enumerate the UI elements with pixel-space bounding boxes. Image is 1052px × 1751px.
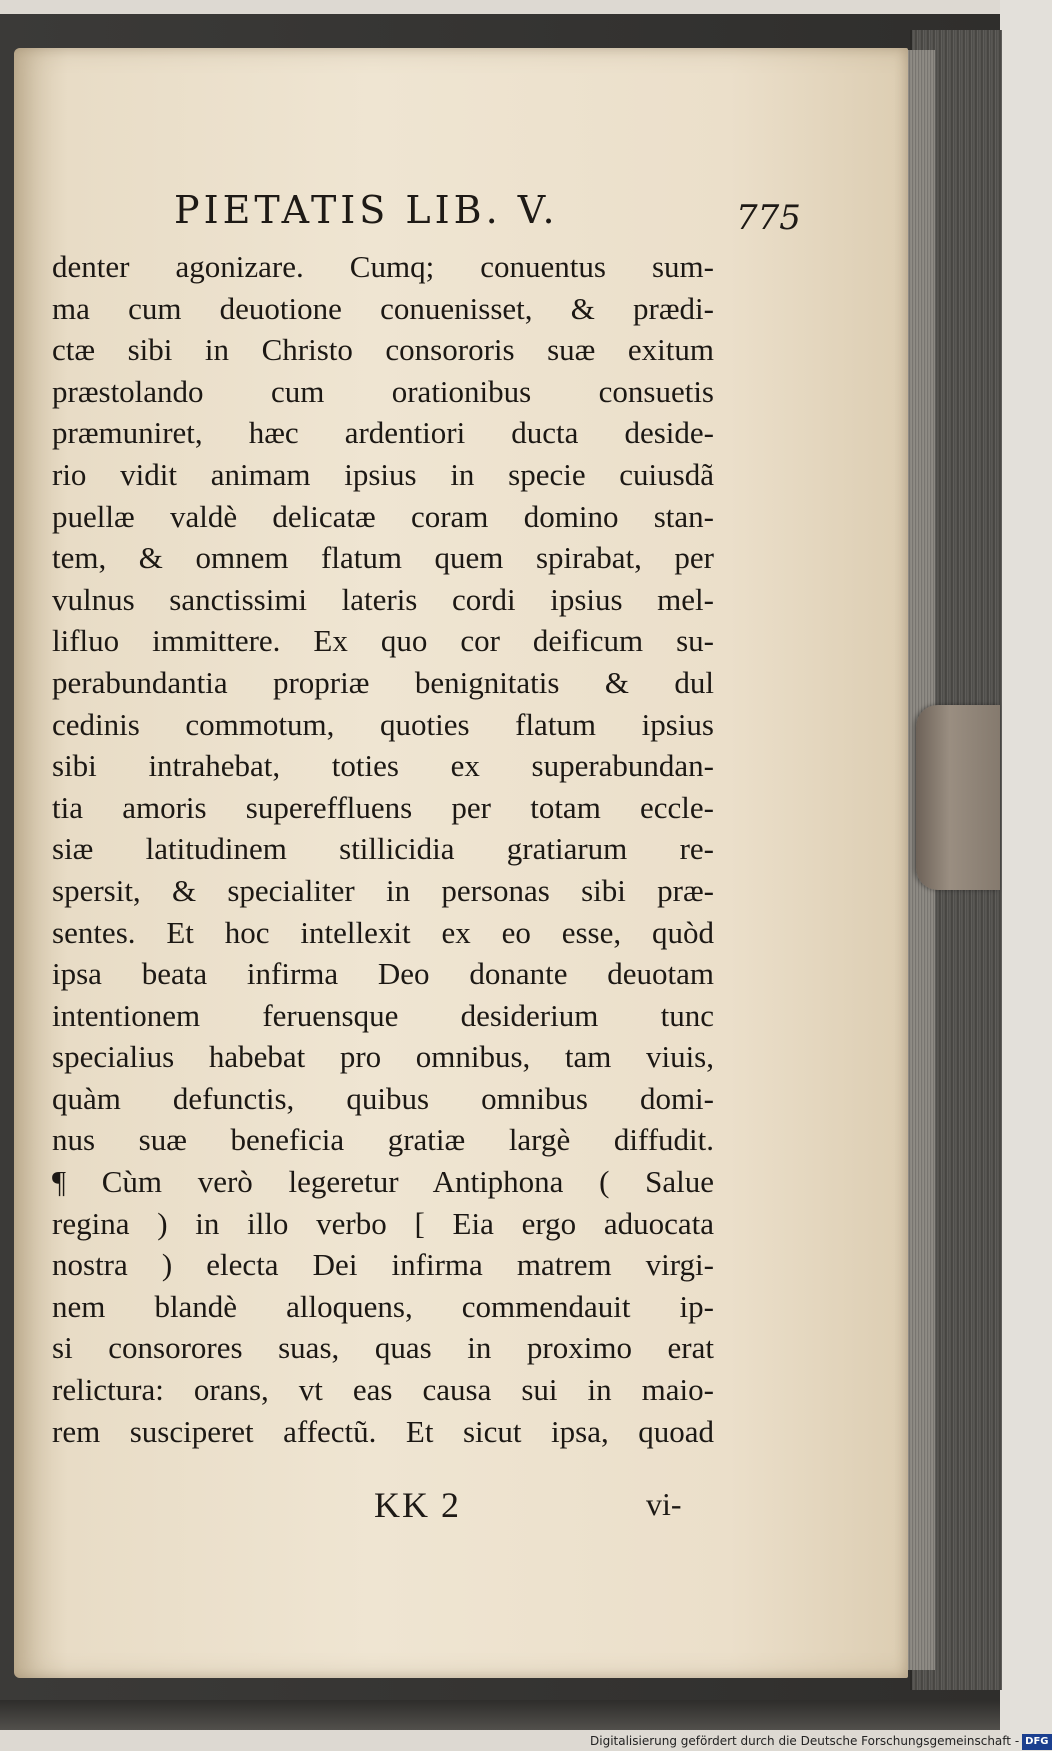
text-line: nostra ) electa Dei infirma matrem virgi- bbox=[52, 1247, 714, 1283]
book-bottom-edge bbox=[0, 1700, 1000, 1730]
text-line: sibi intrahebat, toties ex superabundan- bbox=[52, 748, 714, 784]
text-line: perabundantia propriæ benignitatis & dul bbox=[52, 664, 714, 700]
dfg-logo: DFG bbox=[1022, 1734, 1051, 1750]
text-line: tem, & omnem flatum quem spirabat, per bbox=[52, 540, 714, 576]
text-line: præstolando cum orationibus consuetis bbox=[52, 373, 714, 409]
text-line: ¶ Cùm verò legeretur Antiphona ( Salue bbox=[52, 1164, 714, 1200]
text-line: lifluo immittere. Ex quo cor deificum su- bbox=[52, 623, 714, 659]
text-block bbox=[52, 246, 714, 1452]
text-line: denter agonizare. Cumq; conuentus sum- bbox=[52, 249, 714, 284]
text-line: quàm defunctis, quibus omnibus domi- bbox=[52, 1080, 714, 1116]
book-clasp bbox=[916, 705, 1000, 890]
text-line: nem blandè alloquens, commendauit ip- bbox=[52, 1288, 714, 1324]
text-line: regina ) in illo verbo [ Eia ergo aduocata bbox=[52, 1205, 714, 1241]
text-line: tia amoris supereffluens per totam eccle- bbox=[52, 789, 714, 825]
digitization-credit bbox=[590, 1731, 1049, 1751]
folio-number: 775 bbox=[736, 198, 801, 238]
text-line: puellæ valdè delicatæ coram domino stan- bbox=[52, 498, 714, 534]
credit-text: Digitalisierung gefördert durch die Deutsche Forschungsgemeinschaft - bbox=[590, 1734, 1020, 1748]
text-line: rem susciperet affectũ. Et sicut ipsa, quoad bbox=[52, 1413, 714, 1449]
text-line: intentionem feruensque desiderium tunc bbox=[52, 997, 714, 1033]
running-head: PIETATIS LIB. V. bbox=[174, 188, 559, 232]
text-line: ctæ sibi in Christo consororis suæ exitum bbox=[52, 332, 714, 368]
text-line: si consorores suas, quas in proximo erat bbox=[52, 1330, 714, 1366]
text-line: præmuniret, hæc ardentiori ducta deside- bbox=[52, 415, 714, 451]
text-line: relictura: orans, vt eas causa sui in maio- bbox=[52, 1372, 714, 1408]
text-line: siæ latitudinem stillicidia gratiarum re- bbox=[52, 831, 714, 867]
signature-mark: KK 2 bbox=[374, 1485, 461, 1525]
text-line: spersit, & specialiter in personas sibi præ- bbox=[52, 872, 714, 908]
catchword: vi- bbox=[646, 1486, 682, 1522]
text-line: vulnus sanctissimi lateris cordi ipsius mel- bbox=[52, 581, 714, 617]
text-line: specialius habebat pro omnibus, tam viuis, bbox=[52, 1039, 714, 1075]
text-line: ma cum deuotione conuenisset, & prædi- bbox=[52, 290, 714, 326]
book-page bbox=[14, 48, 908, 1678]
text-line: nus suæ beneficia gratiæ largè diffudit. bbox=[52, 1122, 714, 1158]
text-line: cedinis commotum, quoties flatum ipsius bbox=[52, 706, 714, 742]
text-line: ipsa beata infirma Deo donante deuotam bbox=[52, 956, 714, 992]
text-line: rio vidit animam ipsius in specie cuiusdã bbox=[52, 456, 714, 492]
text-line: sentes. Et hoc intellexit ex eo esse, quòd bbox=[52, 914, 714, 950]
